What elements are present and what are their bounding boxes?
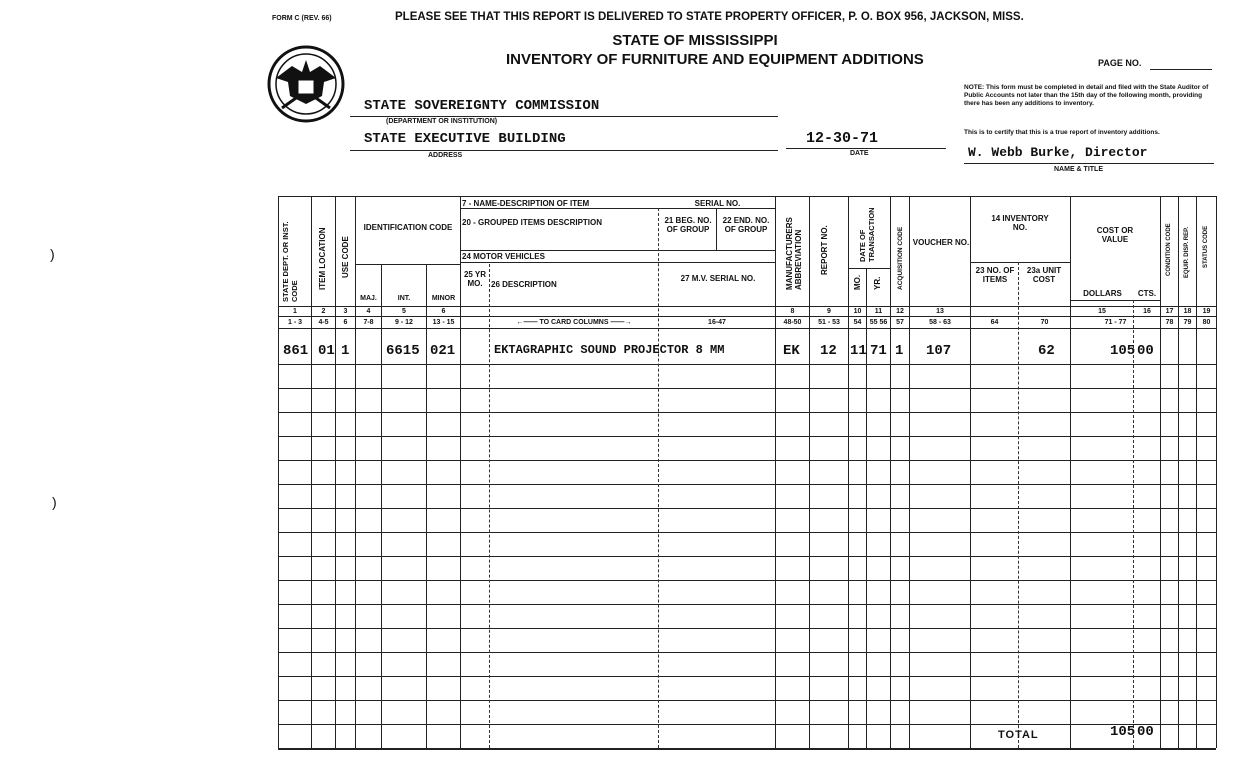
state-heading: STATE OF MISSISSIPPI <box>612 32 778 49</box>
total-dollars-value: 105 <box>1110 724 1136 740</box>
row-line <box>278 676 1216 677</box>
col-inventory-header: 14 INVENTORY NO. <box>991 214 1049 232</box>
card-column: 16-47 <box>708 319 726 326</box>
card-column: 64 <box>990 319 999 326</box>
row-line <box>278 628 1216 629</box>
description-value: EKTAGRAPHIC SOUND PROJECTOR 8 MM <box>494 343 725 357</box>
department-value: STATE SOVEREIGNTY COMMISSION <box>364 98 600 114</box>
card-column: 78 <box>1165 319 1174 326</box>
page-title: INVENTORY OF FURNITURE AND EQUIPMENT ADDITIONS <box>506 51 924 68</box>
delivery-notice: PLEASE SEE THAT THIS REPORT IS DELIVERED TO STATE PROPERTY OFFICER, P. O. BOX 956, JACKSON, MISS. <box>395 11 1024 23</box>
col-cts-header: CTS. <box>1137 289 1157 298</box>
card-column: 51 - 53 <box>818 319 840 326</box>
column-number: 4 <box>366 308 371 315</box>
total-cts-value: 00 <box>1137 724 1154 740</box>
col-report-no-header: REPORT NO. <box>820 225 829 275</box>
row-line <box>278 580 1216 581</box>
cts-value: 00 <box>1137 343 1154 359</box>
row-line <box>278 604 1216 605</box>
unit-cost-value: 62 <box>1038 343 1055 359</box>
col-state-dept-header: STATE DEPT. OR INST. CODE <box>281 221 299 302</box>
col-identification-header: IDENTIFICATION CODE <box>363 223 453 232</box>
card-column: 55 56 <box>869 319 888 326</box>
card-column: 70 <box>1040 319 1049 326</box>
row-line <box>278 460 1216 461</box>
card-column: 54 <box>853 319 862 326</box>
signer-value: W. Webb Burke, Director <box>968 145 1148 160</box>
col-manufacturers-header: MANUFACTURERS ABBREVIATION <box>785 217 803 290</box>
col-serial-header: SERIAL NO. <box>694 199 741 208</box>
col-grouped-header: 20 - GROUPED ITEMS DESCRIPTION <box>462 218 603 227</box>
card-column: 7-8 <box>363 319 374 326</box>
column-number: 8 <box>790 308 795 315</box>
acq-code-value: 1 <box>895 343 904 359</box>
col-condition-header: CONDITION CODE <box>1166 223 1172 276</box>
card-column: 13 - 15 <box>432 319 455 326</box>
card-column: 80 <box>1202 319 1211 326</box>
column-number: 2 <box>321 308 326 315</box>
col-name-desc-header: 7 - NAME-DESCRIPTION OF ITEM <box>462 199 590 208</box>
column-number: 1 <box>293 308 297 315</box>
col-item-location-header: ITEM LOCATION <box>318 227 327 290</box>
col-motor-header: 24 MOTOR VEHICLES <box>462 252 545 261</box>
form-number: FORM C (REV. 66) <box>272 15 332 22</box>
yr-value: 71 <box>870 343 887 359</box>
page-number-label: PAGE NO. <box>1098 58 1142 68</box>
col-beg-no-header: 21 BEG. NO. OF GROUP <box>664 216 712 234</box>
row-line <box>278 652 1216 653</box>
col-date-trans-header: DATE OF TRANSACTION <box>858 207 876 262</box>
row-line <box>278 700 1216 701</box>
row-line <box>278 508 1216 509</box>
col-end-no-header: 22 END. NO. OF GROUP <box>722 216 770 234</box>
card-column: 71 - 77 <box>1104 319 1127 326</box>
column-number: 6 <box>441 308 446 315</box>
card-column: 58 - 63 <box>929 319 951 326</box>
card-column: 79 <box>1183 319 1192 326</box>
col-desc26-header: 26 DESCRIPTION <box>491 280 557 289</box>
row-line <box>278 724 1216 725</box>
state-dept-value: 861 <box>283 343 309 359</box>
card-column: 48-50 <box>783 319 802 326</box>
use-code-value: 1 <box>341 343 350 359</box>
row-line <box>278 436 1216 437</box>
column-number: 15 <box>1098 308 1106 315</box>
int-value: 6615 <box>386 343 420 359</box>
col-equip-disp-header: EQUIP. DISP. REP. <box>1184 226 1190 278</box>
column-number: 3 <box>343 308 348 315</box>
column-number: 12 <box>896 308 904 315</box>
row-line <box>278 556 1216 557</box>
certify-note: This is to certify that this is a true report of inventory additions. <box>964 129 1160 136</box>
voucher-value: 107 <box>926 343 952 359</box>
card-column: 6 <box>343 319 348 326</box>
total-label: TOTAL <box>998 729 1039 741</box>
item-location-value: 01 <box>318 343 335 359</box>
report-no-value: 12 <box>820 343 837 359</box>
col-cost-header: COST OR VALUE <box>1096 226 1134 244</box>
col-voucher-header: VOUCHER NO. <box>912 238 970 247</box>
address-value: STATE EXECUTIVE BUILDING <box>364 131 566 147</box>
card-column: 57 <box>896 319 904 326</box>
card-column: 9 - 12 <box>395 319 413 326</box>
column-number: 5 <box>402 308 406 315</box>
col-dollars-header: DOLLARS <box>1083 289 1122 298</box>
date-value: 12-30-71 <box>806 130 879 147</box>
col-maj-header: MAJ. <box>360 295 377 302</box>
department-label: (DEPARTMENT OR INSTITUTION) <box>386 118 498 125</box>
row-line <box>278 364 1216 365</box>
col-yr-header: YR. <box>873 276 882 290</box>
address-label: ADDRESS <box>428 152 463 159</box>
state-seal-logo <box>262 38 350 124</box>
row-line <box>278 532 1216 533</box>
name-title-label: NAME & TITLE <box>1054 166 1103 173</box>
column-number: 19 <box>1202 308 1211 315</box>
col-mo-header: MO. <box>853 274 862 290</box>
card-column: ←—— TO CARD COLUMNS ——→ <box>516 319 632 326</box>
margin-mark: ) <box>52 494 57 510</box>
col-acq-code-header: ACQUISITION CODE <box>897 226 904 290</box>
column-number: 17 <box>1165 308 1174 315</box>
filing-note: NOTE: This form must be completed in detail and filed with the State Auditor of Public Accounts not later than the 15th day of the following month, providing there has been any additions to inventory. <box>964 84 1209 107</box>
minor-value: 021 <box>430 343 456 359</box>
column-number: 13 <box>936 308 944 315</box>
manufacturer-value: EK <box>783 343 800 359</box>
col-use-code-header: USE CODE <box>341 236 350 278</box>
column-number: 10 <box>853 308 862 315</box>
row-line <box>278 388 1216 389</box>
col-int-header: INT. <box>397 295 411 302</box>
column-number: 11 <box>874 308 883 315</box>
column-number: 9 <box>827 308 831 315</box>
row-line <box>278 484 1216 485</box>
mo-value: 11 <box>850 343 867 359</box>
margin-mark: ) <box>50 246 55 262</box>
col-yrmo-header: 25 YR MO. <box>463 270 487 288</box>
date-label: DATE <box>850 150 869 157</box>
column-number: 18 <box>1183 308 1192 315</box>
col-minor-header: MINOR <box>431 295 456 302</box>
col-no-items-header: 23 NO. OF ITEMS <box>975 266 1015 284</box>
col-status-header: STATUS CODE <box>1203 225 1209 268</box>
row-line <box>278 412 1216 413</box>
col-unit-cost-header: 23a UNIT COST <box>1026 266 1062 284</box>
card-column: 1 - 3 <box>287 319 302 326</box>
col-mv-serial-header: 27 M.V. SERIAL NO. <box>680 274 756 283</box>
dollars-value: 105 <box>1110 343 1136 359</box>
card-column: 4-5 <box>318 319 329 326</box>
column-number: 16 <box>1143 308 1151 315</box>
